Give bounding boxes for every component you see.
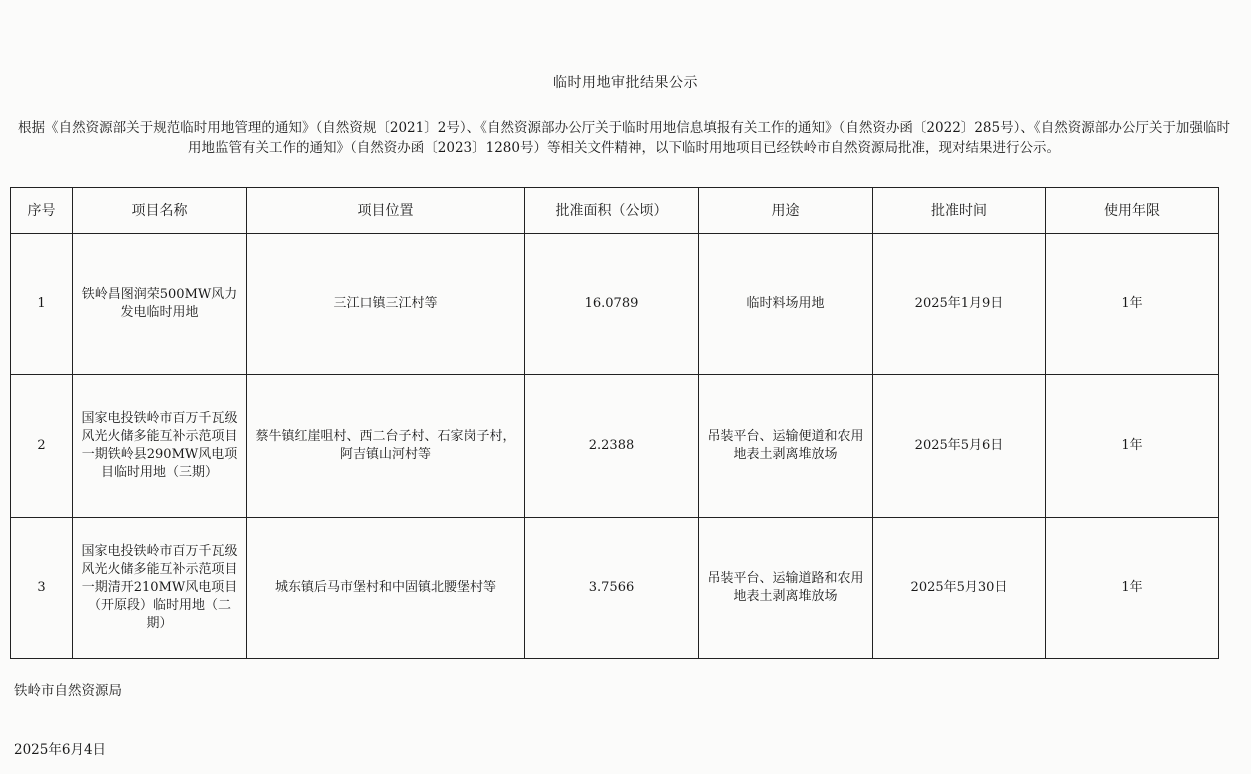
cell-years: 1年 — [1046, 234, 1219, 375]
cell-name: 国家电投铁岭市百万千瓦级风光火储多能互补示范项目一期清开210MW风电项目（开原段）临时用地（二期） — [73, 518, 247, 659]
cell-no: 1 — [11, 234, 73, 375]
cell-area: 2.2388 — [525, 375, 699, 518]
cell-area: 16.0789 — [525, 234, 699, 375]
table-row — [11, 518, 1219, 659]
cell-location: 蔡牛镇红崖咀村、西二台子村、石家岗子村，阿吉镇山河村等 — [247, 375, 525, 518]
cell-name: 国家电投铁岭市百万千瓦级风光火储多能互补示范项目一期铁岭县290MW风电项目临时用地（三期） — [73, 375, 247, 518]
cell-use: 吊装平台、运输便道和农用地表土剥离堆放场 — [699, 375, 873, 518]
header-area: 批准面积（公顷） — [525, 188, 699, 234]
cell-years: 1年 — [1046, 375, 1219, 518]
header-years: 使用年限 — [1046, 188, 1219, 234]
table-header-row — [11, 188, 1219, 234]
cell-date: 2025年5月6日 — [873, 375, 1046, 518]
page-title: 临时用地审批结果公示 — [553, 75, 698, 91]
table-row — [11, 234, 1219, 375]
cell-date: 2025年1月9日 — [873, 234, 1046, 375]
header-location: 项目位置 — [247, 188, 525, 234]
issue-date: 2025年6月4日 — [14, 742, 107, 758]
cell-use: 吊装平台、运输道路和农用地表土剥离堆放场 — [699, 518, 873, 659]
cell-no: 3 — [11, 518, 73, 659]
cell-years: 1年 — [1046, 518, 1219, 659]
cell-date: 2025年5月30日 — [873, 518, 1046, 659]
header-date: 批准时间 — [873, 188, 1046, 234]
header-name: 项目名称 — [73, 188, 247, 234]
cell-location: 城东镇后马市堡村和中固镇北腰堡村等 — [247, 518, 525, 659]
intro-paragraph: 根据《自然资源部关于规范临时用地管理的通知》（自然资规〔2021〕2号）、《自然资源部办公厅关于临时用地信息填报有关工作的通知》（自然资办函〔2022〕285号）、《自然资源部办公厅关于加强临时用地监管有关工作的通知》（自然资办函〔2023〕1280号）等相关文件精神，以下临时用地项目已经铁岭市自然资源局批准，现对结果进行公示。 — [18, 120, 1230, 156]
cell-area: 3.7566 — [525, 518, 699, 659]
header-no: 序号 — [11, 188, 73, 234]
table-row — [11, 375, 1219, 518]
issuing-authority: 铁岭市自然资源局 — [14, 683, 122, 699]
cell-location: 三江口镇三江村等 — [247, 234, 525, 375]
cell-use: 临时料场用地 — [699, 234, 873, 375]
header-use: 用途 — [699, 188, 873, 234]
approval-table — [10, 187, 1219, 659]
cell-no: 2 — [11, 375, 73, 518]
cell-name: 铁岭昌图润荣500MW风力发电临时用地 — [73, 234, 247, 375]
